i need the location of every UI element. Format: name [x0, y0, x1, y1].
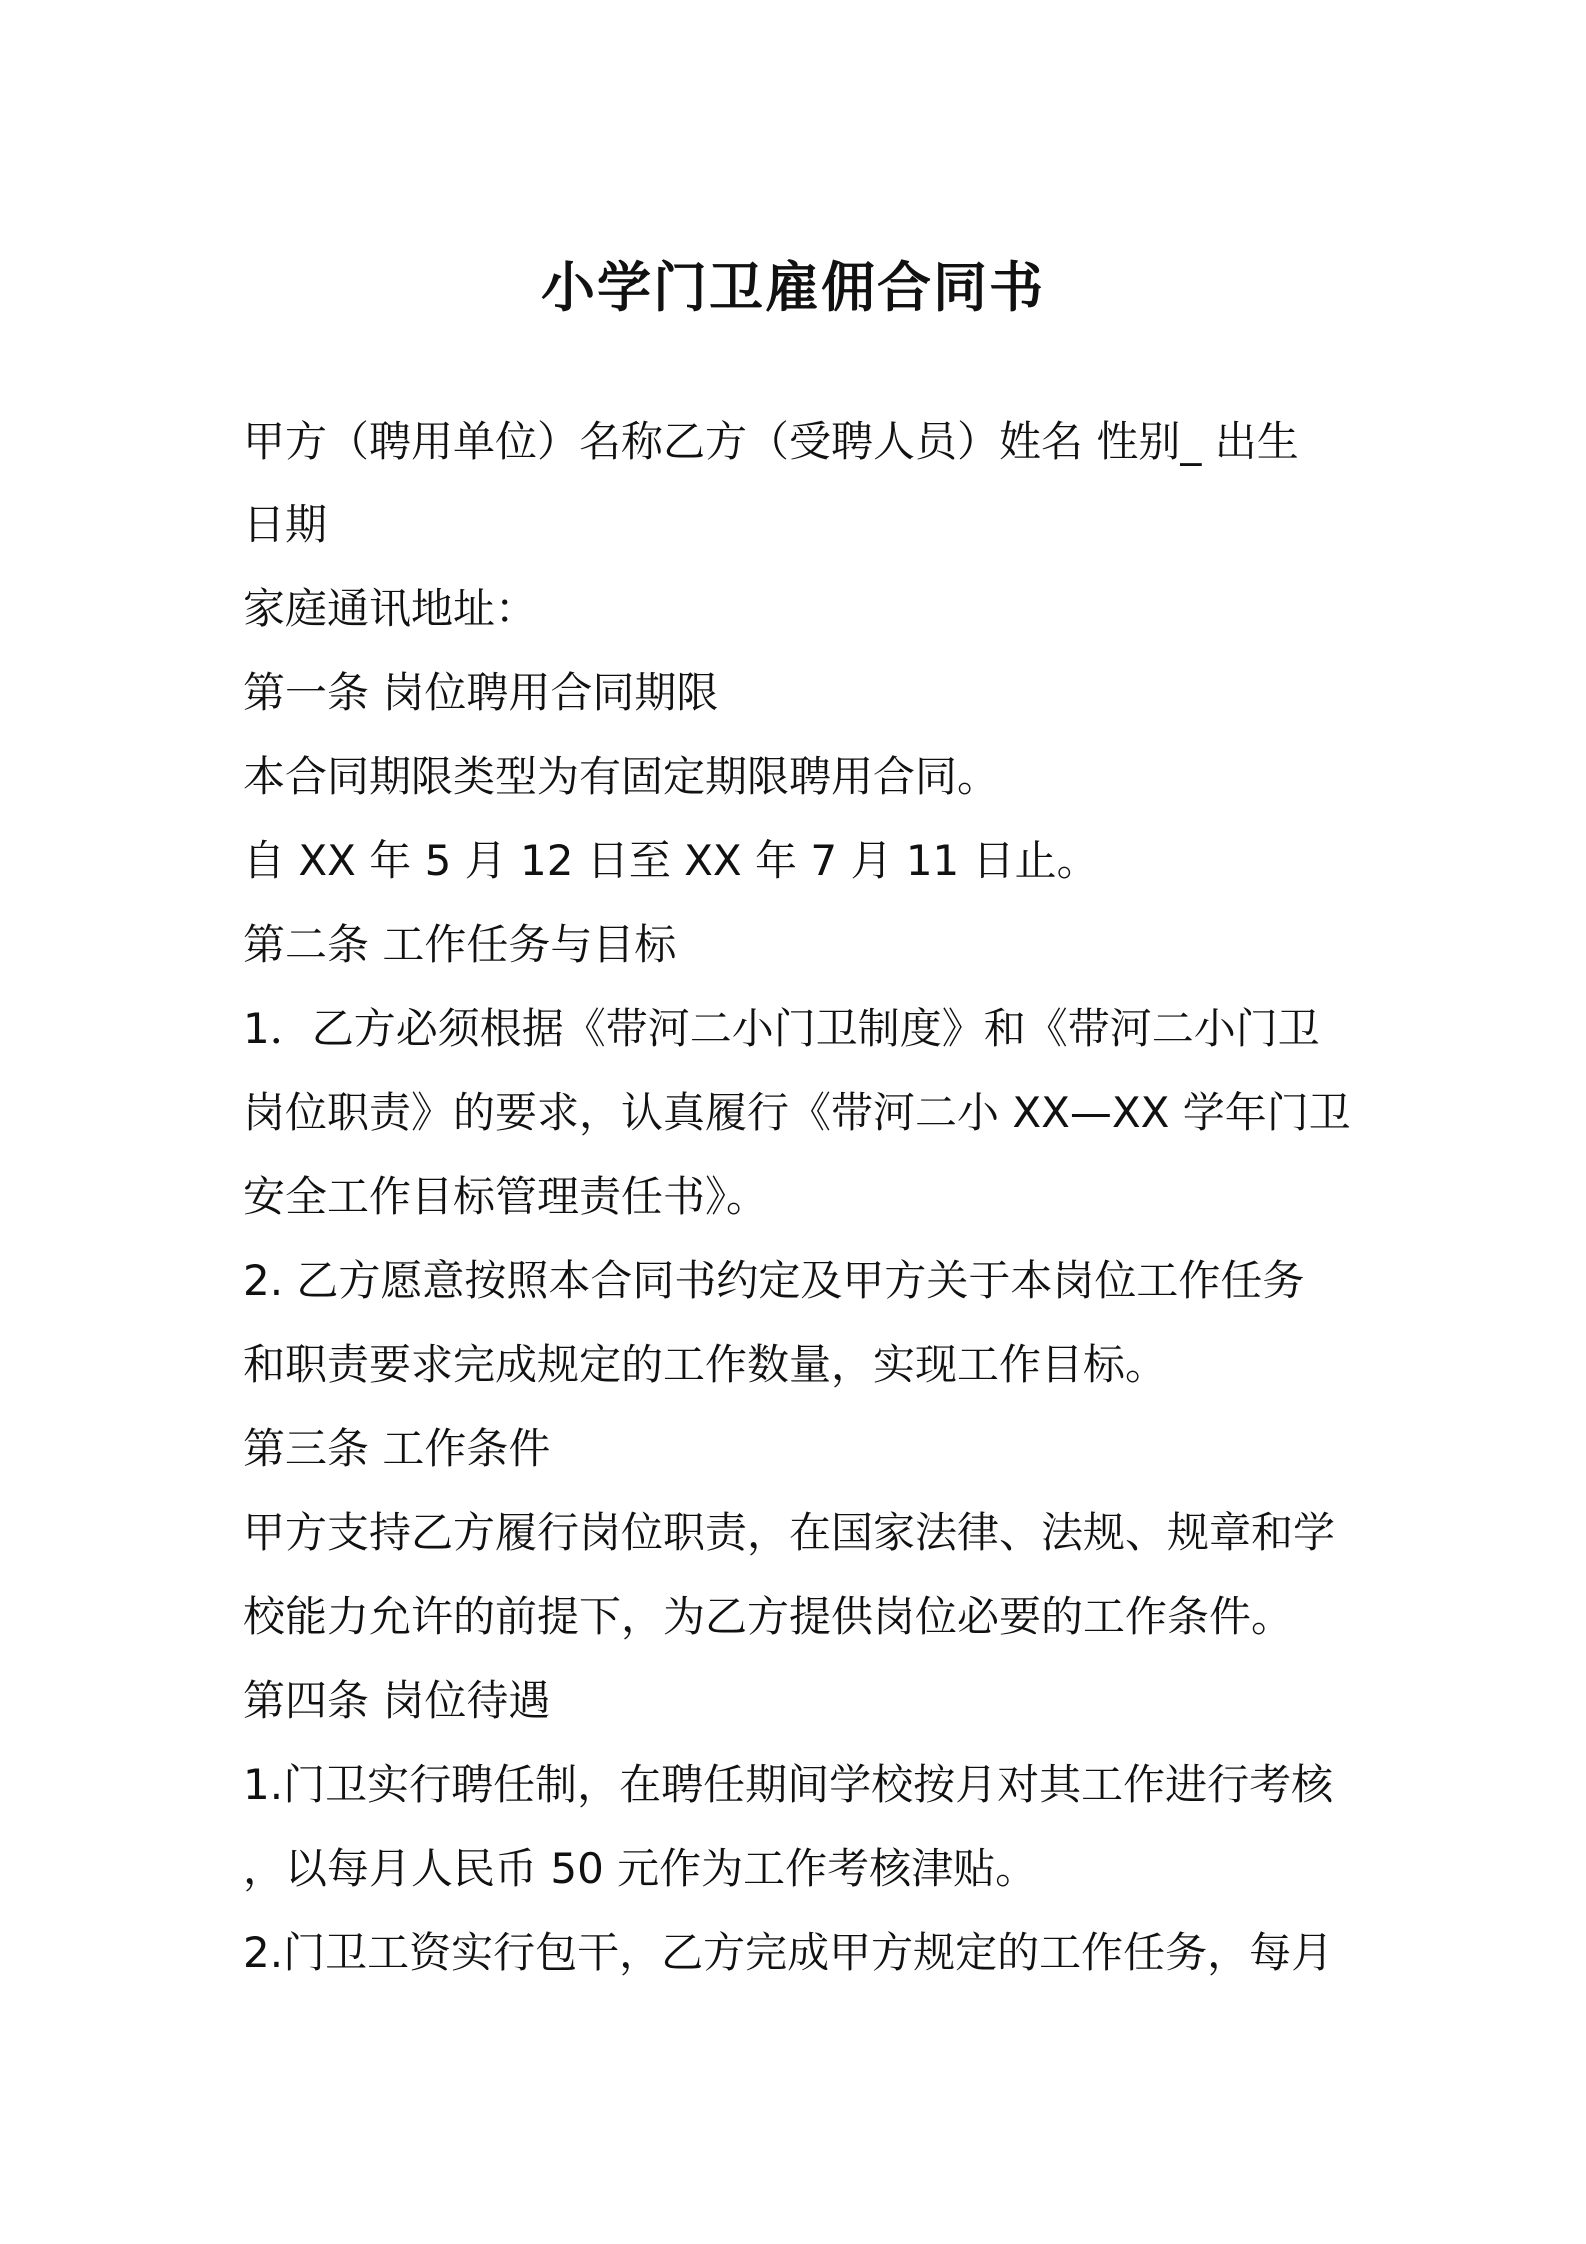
text-line-15: 校能力允许的前提下，为乙方提供岗位必要的工作条件。	[243, 1592, 1294, 1641]
text-line-3: 家庭通讯地址：	[243, 584, 538, 633]
text-line-8: 1．乙方必须根据《带河二小门卫制度》和《带河二小门卫	[243, 1004, 1320, 1053]
text-line-4: 第一条 岗位聘用合同期限	[243, 668, 719, 717]
text-line-16: 第四条 岗位待遇	[243, 1676, 551, 1725]
text-line-18: ，以每月人民币 50 元作为工作考核津贴。	[243, 1844, 1038, 1893]
text-line-11: 2. 乙方愿意按照本合同书约定及甲方关于本岗位工作任务	[243, 1256, 1305, 1305]
text-line-1: 甲方（聘用单位）名称乙方（受聘人员）姓名 性别_ 出生	[243, 417, 1299, 466]
page-title: 小学门卫雇佣合同书	[541, 256, 1045, 319]
text-line-6: 自 XX 年 5 月 12 日至 XX 年 7 月 11 日止。	[243, 836, 1099, 885]
text-line-17: 1.门卫实行聘任制，在聘任期间学校按月对其工作进行考核	[243, 1760, 1334, 1809]
text-line-9: 岗位职责》的要求，认真履行《带河二小 XX—XX 学年门卫	[243, 1088, 1351, 1137]
text-line-14: 甲方支持乙方履行岗位职责，在国家法律、法规、规章和学	[243, 1508, 1336, 1557]
text-line-19: 2.门卫工资实行包干，乙方完成甲方规定的工作任务，每月	[243, 1928, 1334, 1977]
text-line-12: 和职责要求完成规定的工作数量，实现工作目标。	[243, 1340, 1168, 1389]
text-line-5: 本合同期限类型为有固定期限聘用合同。	[243, 752, 1000, 801]
text-line-10: 安全工作目标管理责任书》。	[243, 1172, 769, 1221]
text-line-13: 第三条 工作条件	[243, 1424, 551, 1473]
text-line-2: 日期	[243, 500, 328, 549]
text-line-7: 第二条 工作任务与目标	[243, 920, 677, 969]
